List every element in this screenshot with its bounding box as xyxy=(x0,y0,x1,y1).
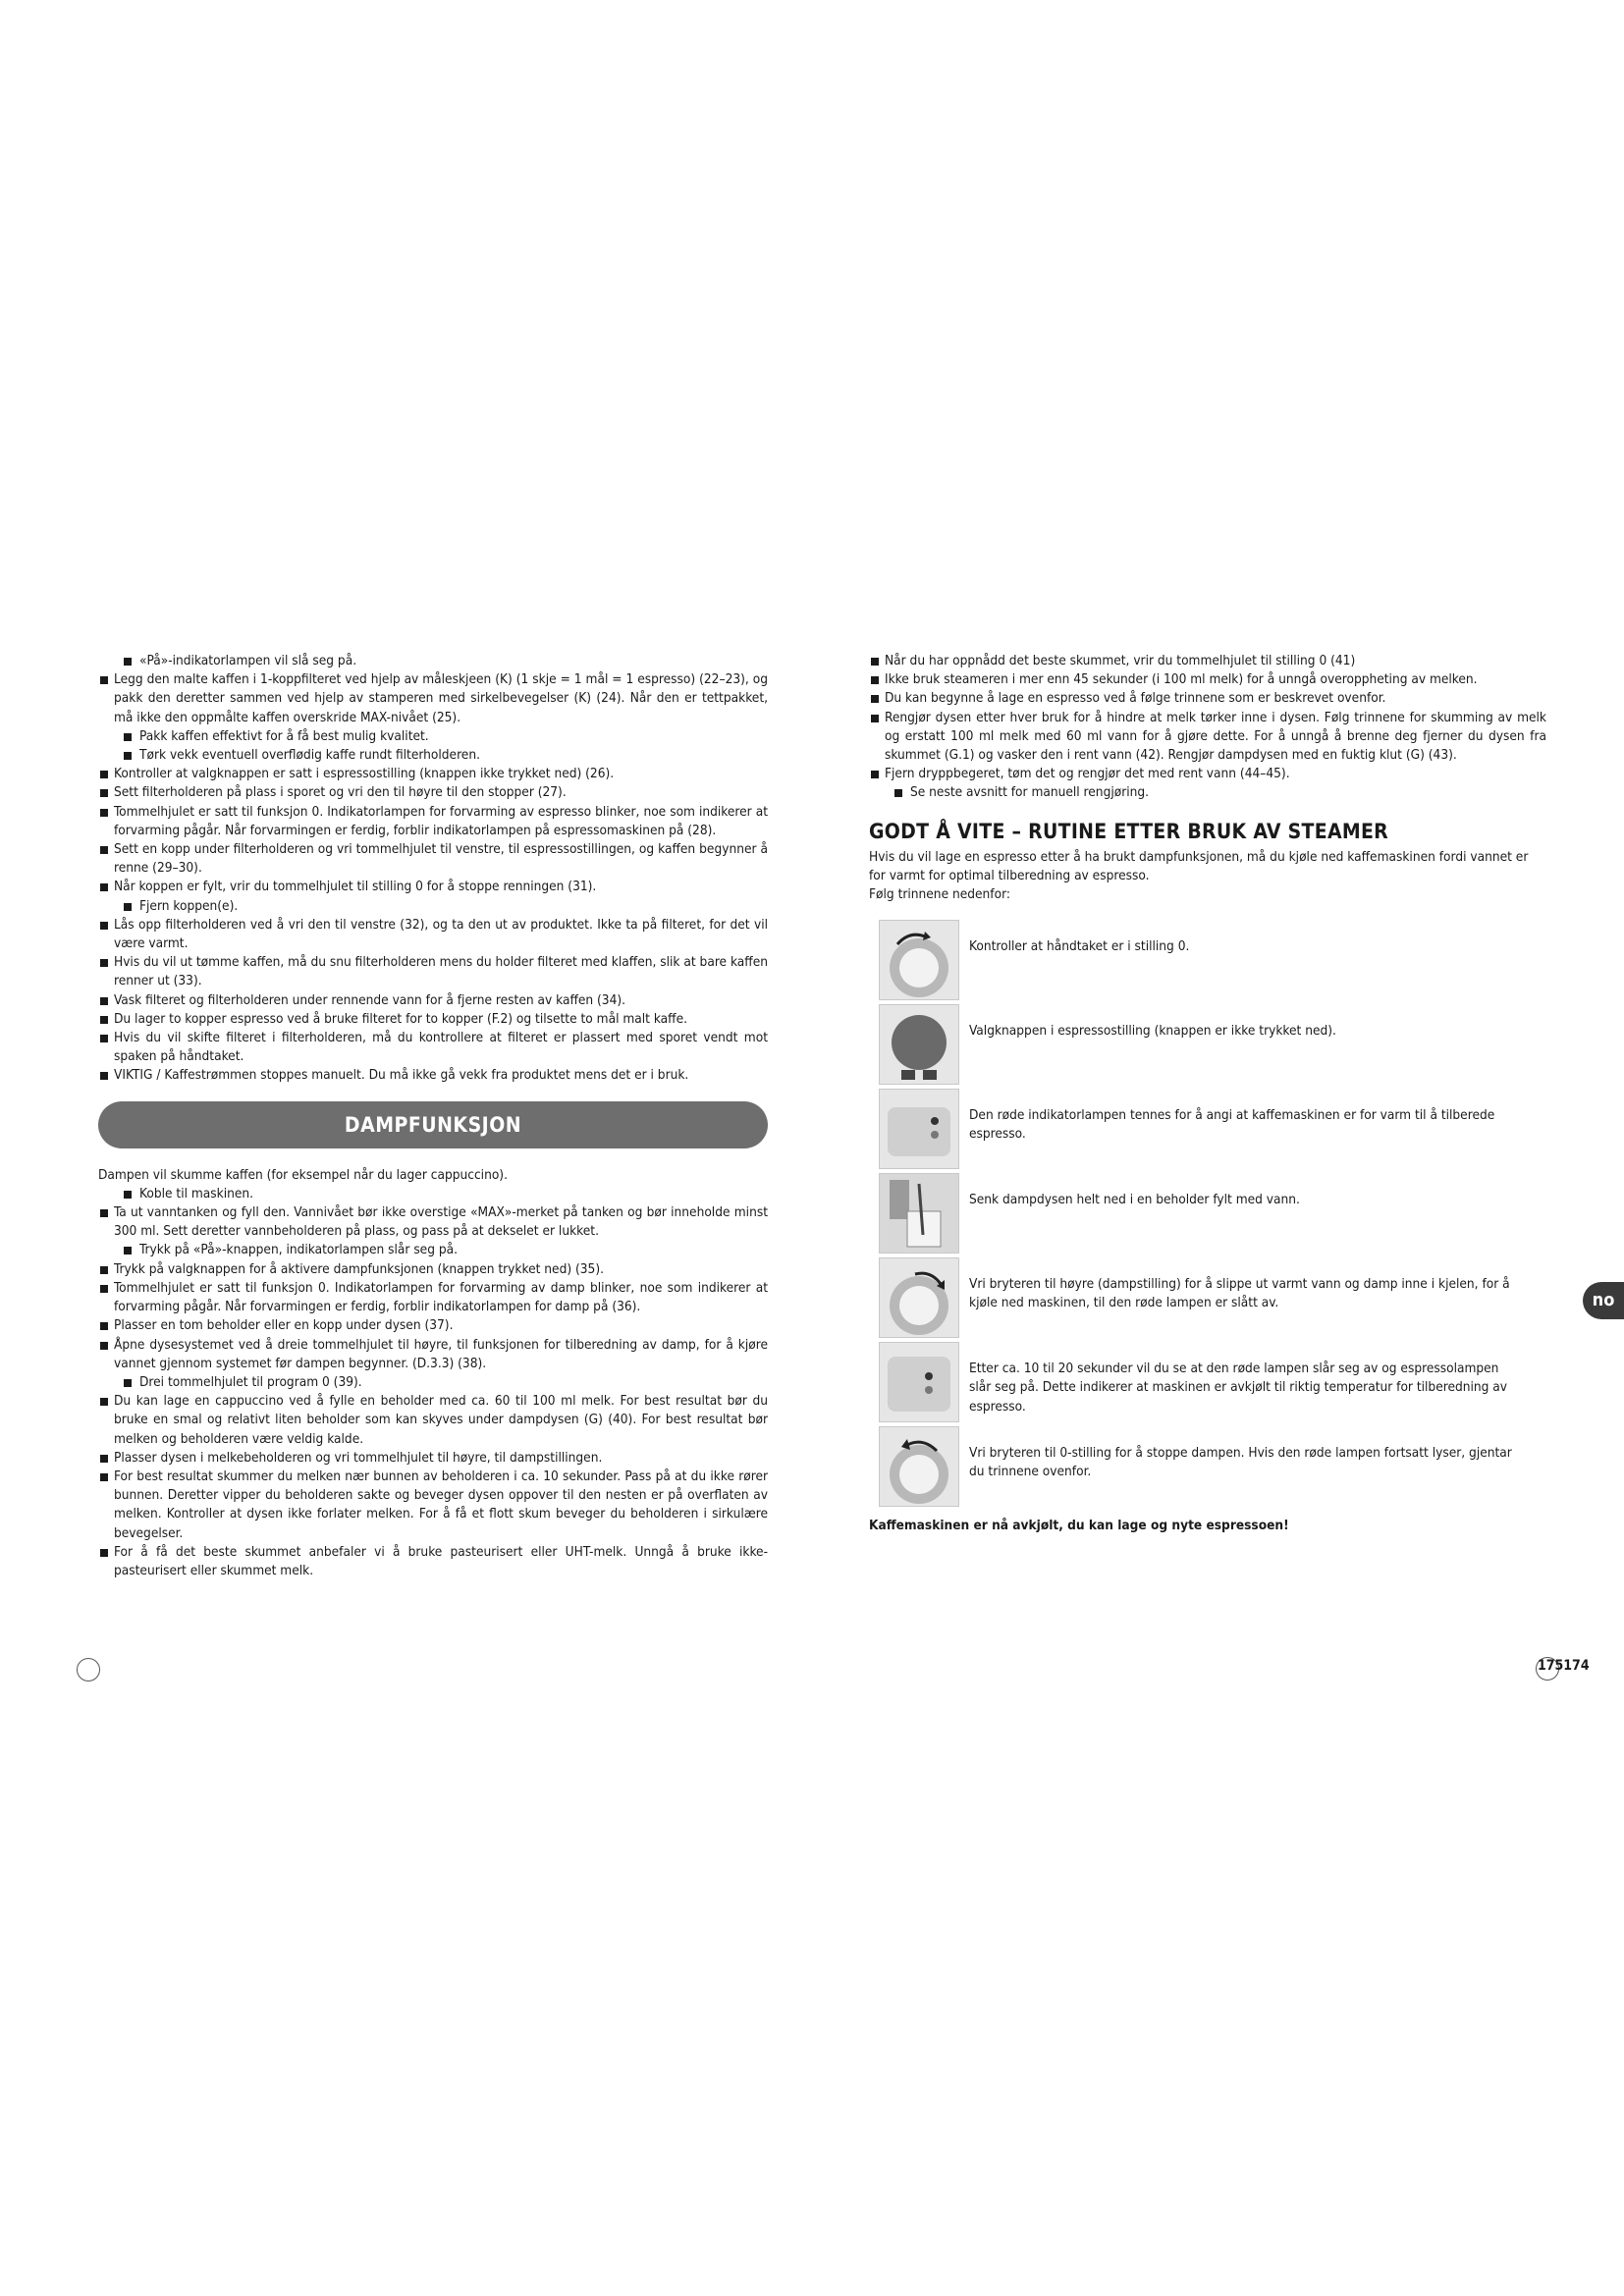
bullet-icon xyxy=(100,1342,108,1350)
list-item xyxy=(98,746,768,765)
instructions-list xyxy=(98,652,768,1086)
bullet-icon xyxy=(100,676,108,684)
list-item xyxy=(98,1392,768,1449)
list-item xyxy=(98,727,768,746)
list-item-text: Se neste avsnitt for manuell rengjøring. xyxy=(910,784,1150,801)
list-item xyxy=(869,709,1546,766)
language-tab: no xyxy=(1583,1282,1624,1319)
section-banner: DAMPFUNKSJON xyxy=(98,1101,768,1148)
steam-nozzle-icon xyxy=(879,1173,959,1254)
step-row xyxy=(869,1424,1546,1509)
list-item xyxy=(98,1279,768,1316)
list-item-text: VIKTIG / Kaffestrømmen stoppes manuelt. Du må ikke gå vekk fra produktet mens det er i bruk. xyxy=(114,1067,689,1084)
bullet-icon xyxy=(124,733,132,741)
step-row xyxy=(869,1340,1546,1424)
bullet-icon xyxy=(100,846,108,854)
bullet-icon xyxy=(100,922,108,930)
step-text: Den røde indikatorlampen tennes for å angi at kaffemaskinen er for varm til å tilberede espresso. xyxy=(969,1107,1495,1143)
list-item xyxy=(869,670,1546,689)
list-item-text: Legg den malte kaffen i 1-koppfilteret ved hjelp av måleskjeen (K) (1 skje = 1 mål = 1 espresso) (22–23), og pakk den deretter sammen ved hjelp av stamperen med sirkelbevegelser (K) (24). Når den er tettpakket, må ikke den oppmålte kaffen overskride MAX-nivået (25). xyxy=(114,671,768,725)
list-item-text: «På»-indikatorlampen vil slå seg på. xyxy=(139,653,357,668)
list-item-text: Vask filteret og filterholderen under rennende vann for å fjerne resten av kaffen (34). xyxy=(114,991,626,1008)
instructions-list xyxy=(98,1185,768,1580)
bullet-icon xyxy=(100,1209,108,1217)
bullet-icon xyxy=(871,676,879,684)
list-item xyxy=(98,765,768,783)
step-text: Vri bryteren til 0-stilling for å stoppe dampen. Hvis den røde lampen fortsatt lyser, gjentar du trinnene ovenfor. xyxy=(969,1445,1512,1480)
steps-list xyxy=(869,918,1546,1509)
step-text: Senk dampdysen helt ned i en beholder fylt med vann. xyxy=(969,1192,1300,1208)
section-heading: GODT Å VITE – RUTINE ETTER BRUK AV STEAMER xyxy=(869,819,1389,843)
step-row xyxy=(869,1255,1546,1340)
instructions-list xyxy=(869,652,1546,803)
bullet-icon xyxy=(100,1072,108,1080)
list-item xyxy=(98,840,768,878)
bullet-icon xyxy=(100,1266,108,1274)
list-item-text: Kontroller at valgknappen er satt i espressostilling (knappen ikke trykket ned) (26). xyxy=(114,766,615,782)
bullet-icon xyxy=(871,771,879,778)
step-row xyxy=(869,1087,1546,1171)
page-number: 175174 xyxy=(1538,1658,1590,1674)
list-item-text: Sett filterholderen på plass i sporet og vri den til høyre til den stopper (27). xyxy=(114,784,567,801)
list-item-text: Tørk vekk eventuell overflødig kaffe rundt filterholderen. xyxy=(139,747,480,764)
list-item-text: For best resultat skummer du melken nær bunnen av beholderen i ca. 10 sekunder. Pass på at du ikke rører bunnen. Deretter vipper du beholderen sakte og beveger dysen oppover til den nesten er på overflaten av melken. Kontroller at dysen ikke forlater melken. For å få et flott skum beveger du beholderen i sirkulære bevegelser. xyxy=(114,1468,768,1541)
bullet-icon xyxy=(871,695,879,703)
bullet-icon xyxy=(100,1398,108,1406)
list-item-text: Fjern koppen(e). xyxy=(139,897,239,914)
bullet-icon xyxy=(124,903,132,911)
bullet-icon xyxy=(100,1473,108,1481)
list-item xyxy=(98,1029,768,1066)
dial-icon xyxy=(879,920,959,1000)
section-intro: Hvis du vil lage en espresso etter å ha brukt dampfunksjonen, må du kjøle ned kaffemaskinen fordi vannet er for varmt for optimal tilberedning av espresso. xyxy=(869,848,1529,883)
bullet-icon xyxy=(124,1191,132,1199)
list-item-text: Tommelhjulet er satt til funksjon 0. Indikatorlampen for forvarming av espresso blinker, noe som indikerer at forvarming pågår. Når forvarmingen er ferdig, forblir indikatorlampen på espressomaskinen på (28). xyxy=(114,803,768,838)
list-item xyxy=(98,670,768,727)
bullet-icon xyxy=(100,1549,108,1557)
selector-button-icon xyxy=(879,1004,959,1085)
list-item-text: Ta ut vanntanken og fyll den. Vannivået bør ikke overstige «MAX»-merket på tanken og bør inneholde minst 300 ml. Sett deretter vannbeholderen på plass, og pass på at dekselet er lukket. xyxy=(114,1204,768,1240)
section-intro: Dampen vil skumme kaffen (for eksempel når du lager cappuccino). xyxy=(98,1166,508,1183)
step-row xyxy=(869,918,1546,1002)
bullet-icon xyxy=(124,752,132,760)
bullet-icon xyxy=(124,1379,132,1387)
list-item-text: Sett en kopp under filterholderen og vri tommelhjulet til venstre, til espressostillingen, og kaffen begynner å renne (29–30). xyxy=(114,841,768,877)
bullet-icon xyxy=(100,789,108,797)
bullet-icon xyxy=(100,1322,108,1330)
list-item-text: Trykk på «På»-knappen, indikatorlampen slår seg på. xyxy=(139,1242,459,1258)
dial-right-icon xyxy=(879,1257,959,1338)
list-item-text: Rengjør dysen etter hver bruk for å hindre at melk tørker inne i dysen. Følg trinnene for skumming av melk og erstatt 100 ml melk med 60 ml vann for å gjøre dette. For å unngå å brenne deg fjerner du dysen fra skummet (G.1) og vasker den i rent vann (42). Rengjør dampdysen med en fuktig klut (G) (43). xyxy=(885,709,1546,764)
bullet-icon xyxy=(100,997,108,1005)
list-item xyxy=(98,1010,768,1029)
list-item-text: Ikke bruk steameren i mer enn 45 sekunder (i 100 ml melk) for å unngå overoppheting av melken. xyxy=(885,671,1478,688)
list-item-text: Lås opp filterholderen ved å vri den til venstre (32), og ta den ut av produktet. Ikke ta på filteret, for det vil være varmt. xyxy=(114,916,768,952)
list-item-text: Åpne dysesystemet ved å dreie tommelhjulet til høyre, til funksjonen for tilberedning av damp, for å kjøre vannet gjennom systemet før dampen begynner. (D.3.3) (38). xyxy=(114,1336,768,1371)
step-row xyxy=(869,1171,1546,1255)
list-item xyxy=(98,803,768,840)
bullet-icon xyxy=(124,1247,132,1255)
list-item xyxy=(98,1241,768,1259)
bullet-icon xyxy=(100,1285,108,1293)
list-item xyxy=(98,1336,768,1373)
list-item xyxy=(98,1316,768,1335)
list-item xyxy=(869,783,1546,802)
indicator-lamp-icon xyxy=(879,1342,959,1422)
step-text: Etter ca. 10 til 20 sekunder vil du se at den røde lampen slår seg av og espressolampen slår seg på. Dette indikerer at maskinen er avkjølt til riktig temperatur for tilberedning av espresso. xyxy=(969,1361,1508,1415)
list-item xyxy=(98,1260,768,1279)
step-row xyxy=(869,1002,1546,1087)
step-text: Kontroller at håndtaket er i stilling 0. xyxy=(969,938,1190,955)
list-item xyxy=(98,991,768,1010)
list-item-text: Du lager to kopper espresso ved å bruke filteret for to kopper (F.2) og tilsette to mål malt kaffe. xyxy=(114,1010,688,1027)
bullet-icon xyxy=(100,1035,108,1042)
bullet-icon xyxy=(124,658,132,666)
list-item xyxy=(98,878,768,896)
list-item xyxy=(98,1066,768,1085)
bullet-icon xyxy=(871,658,879,666)
list-item xyxy=(98,1185,768,1203)
dial-left-icon xyxy=(879,1426,959,1507)
bullet-icon xyxy=(871,715,879,722)
bullet-icon xyxy=(894,789,902,797)
list-item xyxy=(869,765,1546,783)
list-item-text: Koble til maskinen. xyxy=(139,1185,254,1201)
list-item xyxy=(869,652,1546,670)
list-item xyxy=(98,1373,768,1392)
left-column xyxy=(98,652,768,1580)
step-text: Valgknappen i espressostilling (knappen er ikke trykket ned). xyxy=(969,1023,1336,1040)
indicator-lamp-icon xyxy=(879,1089,959,1169)
bullet-icon xyxy=(100,959,108,967)
list-item-text: Plasser dysen i melkebeholderen og vri tommelhjulet til høyre, til dampstillingen. xyxy=(114,1449,603,1466)
list-item xyxy=(98,1468,768,1543)
list-item xyxy=(98,1543,768,1580)
list-item-text: Hvis du vil skifte filteret i filterholderen, må du kontrollere at filteret er plassert med sporet vendt mot spaken på håndtaket. xyxy=(114,1030,768,1065)
bullet-icon xyxy=(100,1455,108,1463)
list-item-text: Fjern dryppbegeret, tøm det og rengjør det med rent vann (44–45). xyxy=(885,766,1290,782)
list-item xyxy=(869,689,1546,708)
section-intro-2: Følg trinnene nedenfor: xyxy=(869,886,1010,903)
list-item-text: Pakk kaffen effektivt for å få best mulig kvalitet. xyxy=(139,727,429,744)
list-item xyxy=(98,1449,768,1468)
list-item-text: For å få det beste skummet anbefaler vi å bruke pasteurisert eller UHT-melk. Unngå å bruke ikke-pasteurisert eller skummet melk. xyxy=(114,1543,768,1578)
list-item-text: Trykk på valgknappen for å aktivere dampfunksjonen (knappen trykket ned) (35). xyxy=(114,1260,604,1277)
step-text: Vri bryteren til høyre (dampstilling) for å slippe ut varmt vann og damp inne i kjelen, for å kjøle ned maskinen, til den røde lampen er slått av. xyxy=(969,1276,1510,1311)
right-column xyxy=(869,652,1546,1535)
list-item xyxy=(98,953,768,990)
list-item-text: Tommelhjulet er satt til funksjon 0. Indikatorlampen for forvarming av damp blinker, noe som indikerer at forvarming pågår. Når forvarmingen er ferdig, forblir indikatorlampen for damp på (36). xyxy=(114,1279,768,1315)
list-item-text: Du kan begynne å lage en espresso ved å følge trinnene som er beskrevet ovenfor. xyxy=(885,690,1386,707)
list-item xyxy=(98,916,768,953)
bullet-icon xyxy=(100,771,108,778)
list-item-text: Plasser en tom beholder eller en kopp under dysen (37). xyxy=(114,1317,454,1334)
bullet-icon xyxy=(100,809,108,817)
bullet-icon xyxy=(100,1016,108,1024)
list-item xyxy=(98,1203,768,1241)
list-item xyxy=(98,783,768,802)
list-item-text: Hvis du vil ut tømme kaffen, må du snu filterholderen mens du holder filteret med klaffen, slik at bare kaffen renner ut (33). xyxy=(114,954,768,989)
list-item xyxy=(98,897,768,916)
list-item-text: Når koppen er fylt, vrir du tommelhjulet til stilling 0 for å stoppe renningen (31). xyxy=(114,879,597,895)
list-item-text: Drei tommelhjulet til program 0 (39). xyxy=(139,1373,362,1390)
list-item-text: Du kan lage en cappuccino ved å fylle en beholder med ca. 60 til 100 ml melk. For best resultat bør du bruke en smal og relativt liten beholder som kan skyves under dampdysen (G) (40). For best resultat bør melken og beholderen være veldig kalde. xyxy=(114,1393,768,1447)
bullet-icon xyxy=(100,883,108,891)
closing-note: Kaffemaskinen er nå avkjølt, du kan lage og nyte espressoen! xyxy=(869,1518,1289,1534)
list-item xyxy=(98,652,768,670)
registration-mark xyxy=(77,1658,100,1682)
list-item-text: Når du har oppnådd det beste skummet, vrir du tommelhjulet til stilling 0 (41) xyxy=(885,653,1356,668)
